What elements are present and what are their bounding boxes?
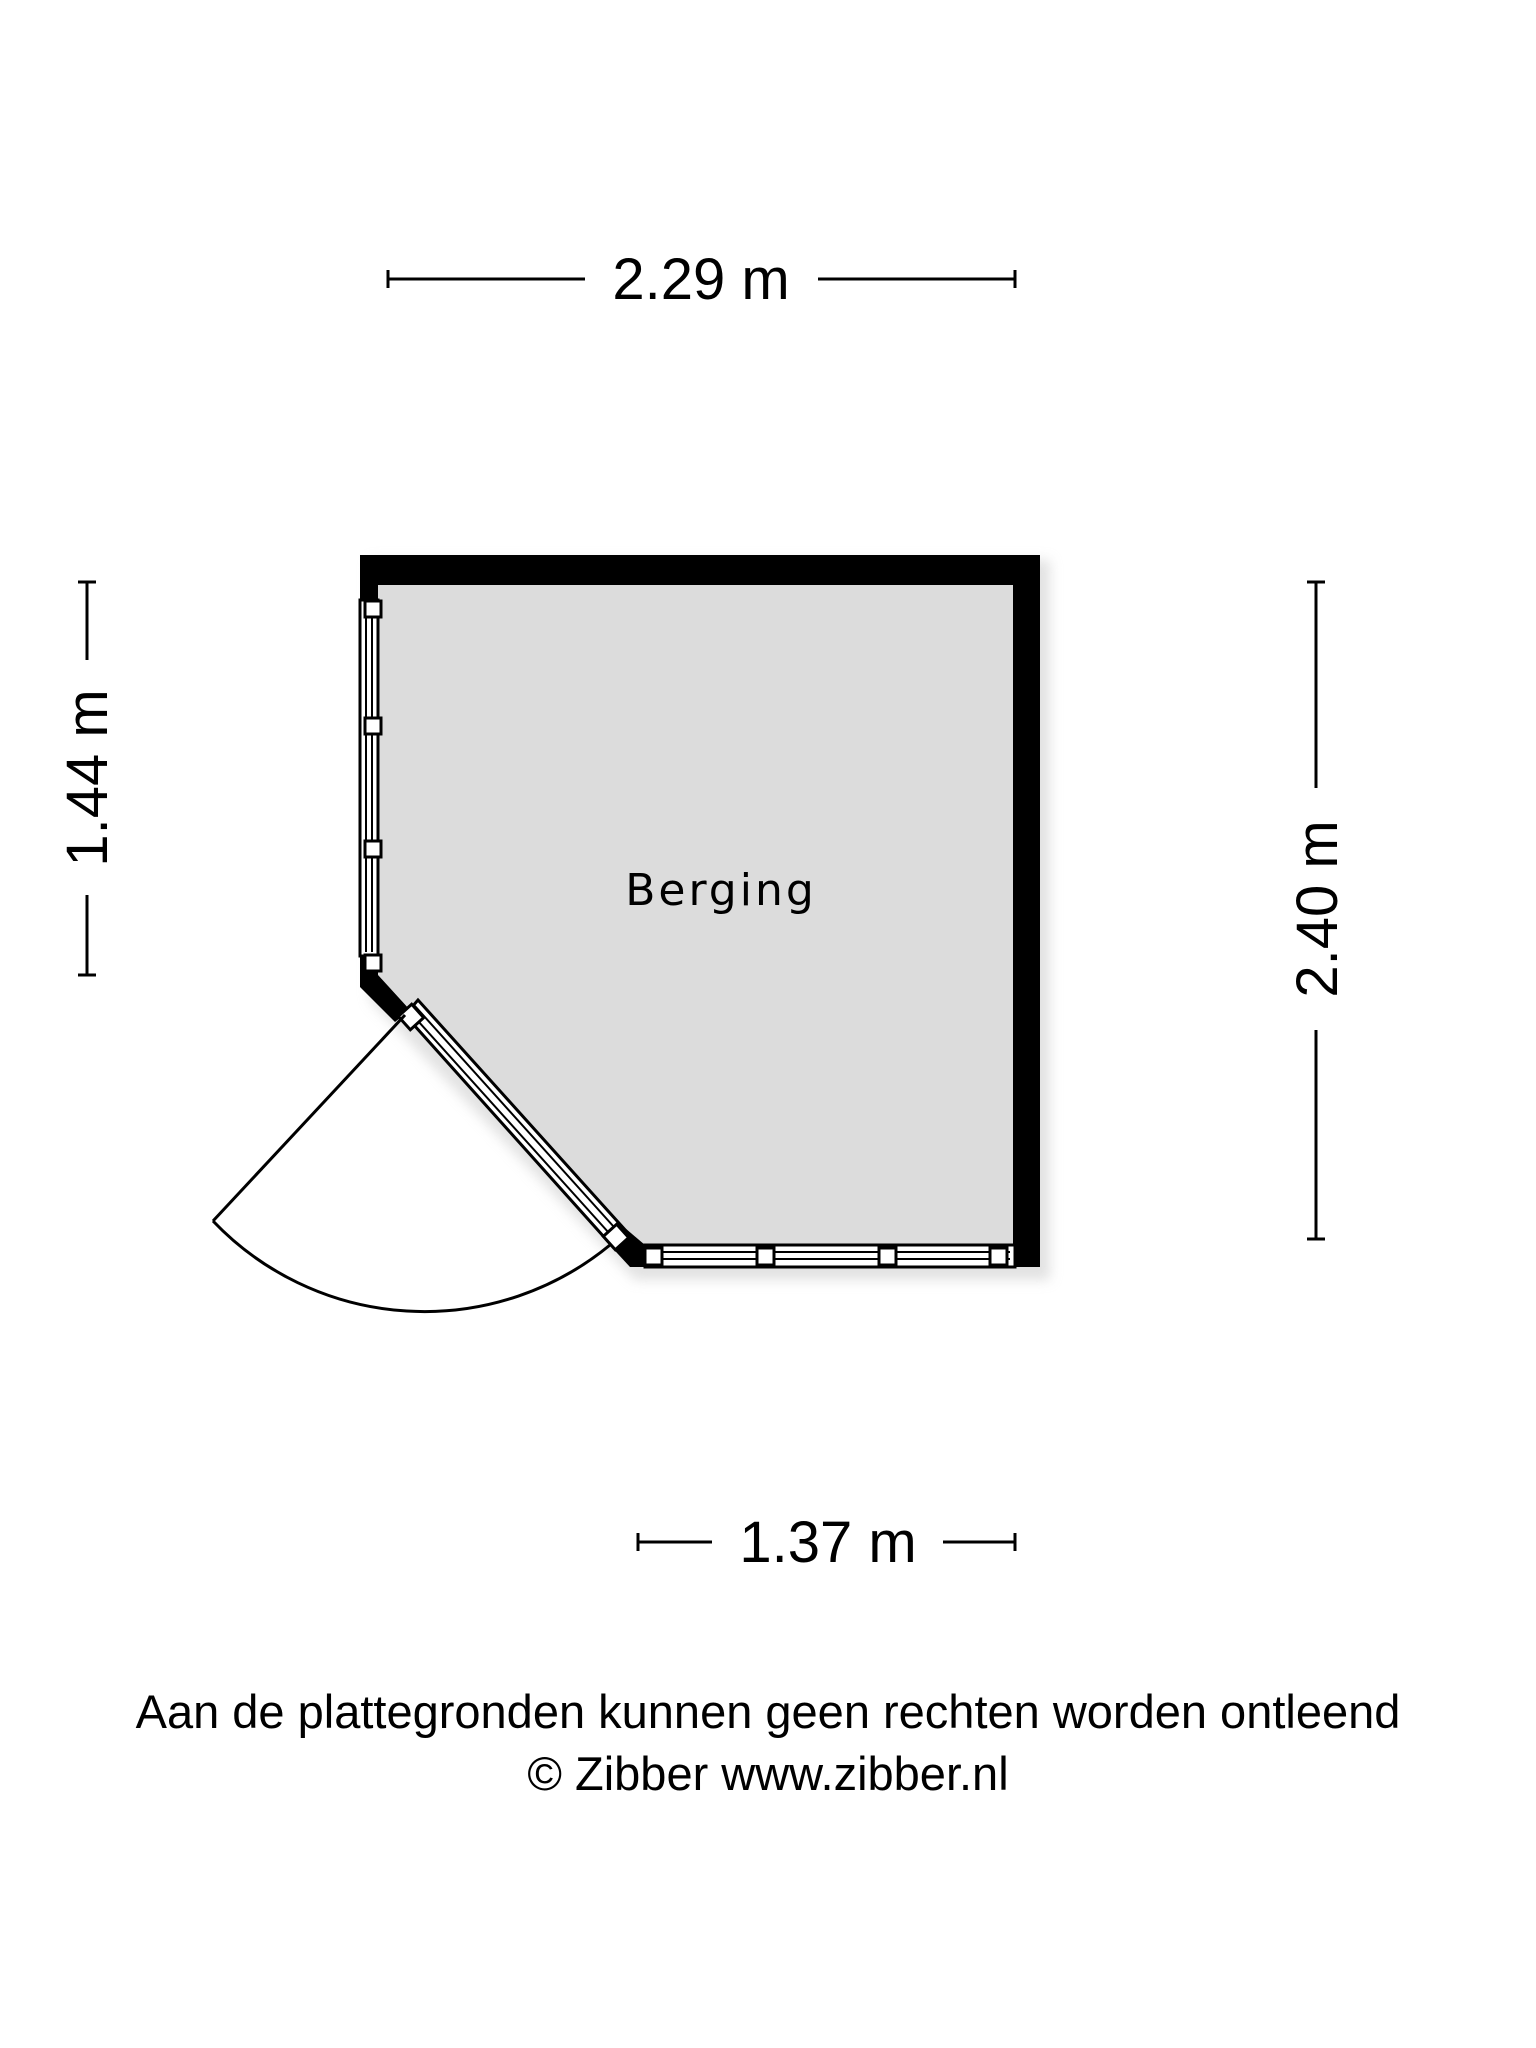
window-left-post bbox=[365, 955, 381, 971]
footer-disclaimer: Aan de plattegronden kunnen geen rechten worden ontleend bbox=[135, 1685, 1401, 1738]
dimension-right-label: 2.40 m bbox=[1285, 820, 1350, 998]
window-bottom-post bbox=[645, 1248, 662, 1265]
window-bottom-post bbox=[757, 1248, 774, 1265]
wall-top bbox=[360, 555, 1040, 585]
window-bottom-post bbox=[990, 1248, 1007, 1265]
window-bottom bbox=[645, 1245, 1015, 1267]
window-left-frame bbox=[360, 600, 378, 956]
window-left-post bbox=[365, 718, 381, 734]
dimension-top-label: 2.29 m bbox=[612, 247, 790, 312]
wall-left-top bbox=[360, 555, 378, 600]
dimension-bottom-label: 1.37 m bbox=[739, 1510, 917, 1575]
footer-copyright: © Zibber www.zibber.nl bbox=[527, 1747, 1009, 1800]
window-left-post bbox=[365, 841, 381, 857]
window-left-post bbox=[365, 601, 381, 617]
wall-right bbox=[1013, 555, 1040, 1267]
door-swing-arc bbox=[213, 1221, 610, 1312]
window-bottom-frame bbox=[645, 1245, 1015, 1267]
dimension-left-label: 1.44 m bbox=[55, 689, 120, 867]
window-left bbox=[360, 600, 381, 971]
window-bottom-post bbox=[879, 1248, 896, 1265]
door-leaf bbox=[213, 1015, 405, 1221]
room-label: Berging bbox=[625, 865, 817, 916]
